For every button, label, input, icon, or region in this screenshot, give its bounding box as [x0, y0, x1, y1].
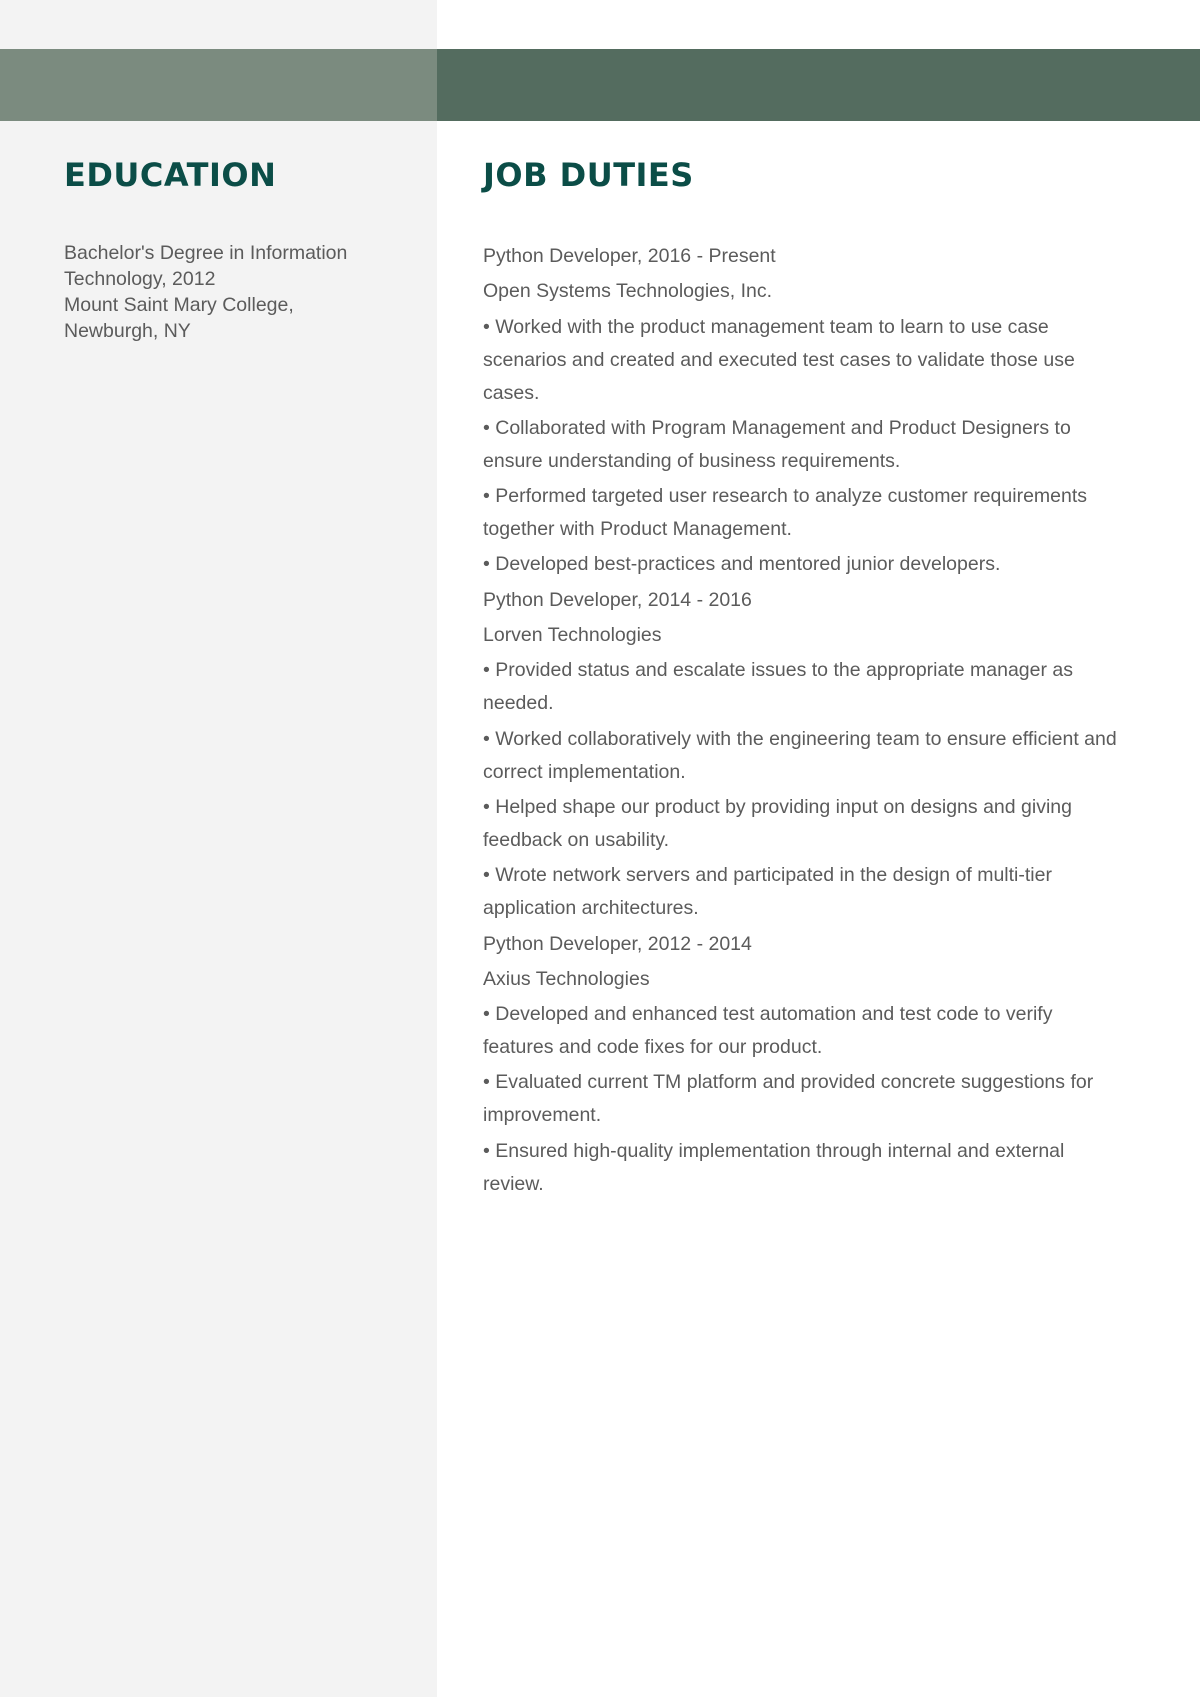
education-school-line-2: Newburgh, NY [64, 320, 191, 342]
education-heading: EDUCATION [64, 156, 277, 194]
duty-bullet: • Helped shape our product by providing input on designs and giving feedback on usability. [483, 795, 1072, 851]
duty-bullet: • Evaluated current TM platform and provided concrete suggestions for improvement. [483, 1071, 1094, 1127]
duty-bullet: • Wrote network servers and participated in the design of multi-tier application architectures. [483, 864, 1052, 920]
duty-bullet: • Worked with the product management team to learn to use case scenarios and created and executed test cases to validate those use cases. [483, 315, 1075, 404]
duty-bullet: • Performed targeted user research to analyze customer requirements together with Product Management. [483, 485, 1088, 541]
header-band-left [0, 49, 437, 121]
company-1: Open Systems Technologies, Inc. [483, 280, 773, 303]
company-2: Lorven Technologies [483, 624, 662, 647]
education-degree-line-1: Bachelor's Degree in Information [64, 242, 348, 264]
company-3: Axius Technologies [483, 967, 650, 990]
duty-bullet: • Provided status and escalate issues to the appropriate manager as needed. [483, 659, 1074, 715]
job-title-1: Python Developer, 2016 - Present [483, 245, 776, 267]
duty-bullet: • Developed and enhanced test automation and test code to verify features and code fixes for our product. [483, 1003, 1053, 1059]
duty-bullet: • Ensured high-quality implementation through internal and external review. [483, 1139, 1065, 1195]
job-duties-section [483, 240, 1123, 1203]
duty-bullet: • Worked collaboratively with the engineering team to ensure efficient and correct implementation. [483, 727, 1117, 783]
education-degree-line-2: Technology, 2012 [64, 268, 216, 290]
job-duties-heading: JOB DUTIES [483, 156, 694, 194]
job-title-2: Python Developer, 2014 - 2016 [483, 588, 752, 611]
header-band-right [437, 49, 1200, 121]
education-section [64, 240, 404, 344]
duty-bullet: • Collaborated with Program Management and Product Designers to ensure understanding of business requirements. [483, 416, 1071, 472]
duty-bullet: • Developed best-practices and mentored junior developers. [483, 553, 1001, 576]
education-school-line-1: Mount Saint Mary College, [64, 294, 294, 316]
job-title-3: Python Developer, 2012 - 2014 [483, 932, 752, 955]
